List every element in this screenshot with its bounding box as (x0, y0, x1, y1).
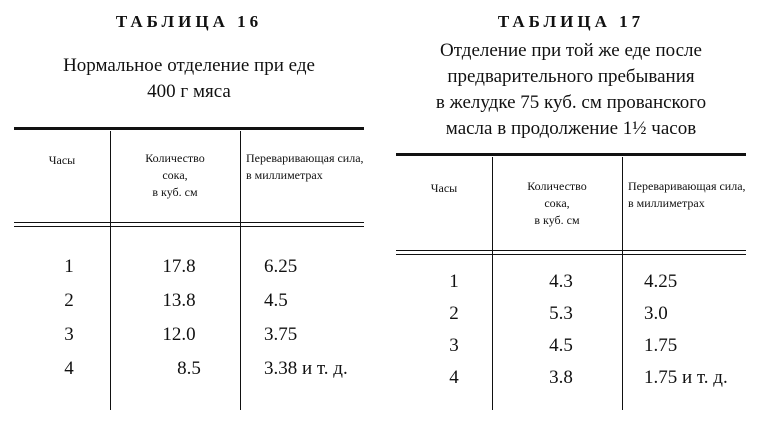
table-row (14, 318, 364, 352)
table-body (14, 250, 364, 386)
header-hours: Часы (48, 153, 76, 167)
hour-cell: 2 (64, 290, 74, 311)
top-rule (396, 153, 746, 156)
table-caption (14, 53, 364, 105)
juice-cell: 17.8 (162, 256, 196, 277)
hour-cell: 3 (64, 324, 74, 345)
power-cell: 1.75 и т. д. (644, 367, 728, 388)
header-juice: Количество сока, в куб. см (145, 151, 205, 199)
power-cell: 4.25 (644, 271, 678, 292)
power-cell: 4.5 (264, 290, 288, 311)
juice-cell: 13.8 (162, 290, 196, 311)
top-rule (14, 127, 364, 130)
header-rule (14, 226, 364, 227)
header-rule (14, 222, 364, 223)
hour-cell: 3 (449, 335, 459, 356)
header-hours: Часы (430, 181, 458, 195)
power-cell: 6.25 (264, 256, 298, 277)
power-cell: 3.38 и т. д. (264, 358, 348, 379)
power-cell: 3.75 (264, 324, 298, 345)
header-power: Переваривающая сила, в миллиметрах (246, 151, 364, 182)
table-title: ТАБЛИЦА 17 (497, 12, 645, 31)
table-caption (396, 38, 746, 142)
caption-line: 400 г мяса (147, 81, 231, 102)
power-cell: 1.75 (644, 335, 678, 356)
header-rule (396, 254, 746, 255)
caption-line: масла в продолжение 1½ часов (445, 118, 697, 139)
caption-line: предварительного пребывания (447, 66, 695, 87)
juice-cell: 8.5 (177, 358, 201, 379)
hour-cell: 1 (64, 256, 74, 277)
table-title: ТАБЛИЦА 16 (115, 12, 263, 31)
table-row (396, 330, 746, 362)
hour-cell: 4 (64, 358, 74, 379)
table-row (396, 298, 746, 330)
table-row (14, 352, 364, 386)
header-rule (396, 250, 746, 251)
juice-cell: 3.8 (549, 367, 573, 388)
table-row (14, 250, 364, 284)
power-cell: 3.0 (644, 303, 668, 324)
juice-cell: 4.3 (549, 271, 573, 292)
caption-line: Отделение при той же еде после (440, 40, 702, 61)
caption-line: Нормальное отделение при еде (63, 55, 315, 76)
juice-cell: 12.0 (162, 324, 196, 345)
hour-cell: 1 (449, 271, 459, 292)
hour-cell: 4 (449, 367, 459, 388)
table-row (396, 266, 746, 298)
table-body (396, 266, 746, 394)
hour-cell: 2 (449, 303, 459, 324)
header-power: Переваривающая сила, в миллиметрах (628, 179, 746, 210)
header-juice: Количество сока, в куб. см (527, 179, 587, 227)
table-row (396, 362, 746, 394)
table-row (14, 284, 364, 318)
juice-cell: 5.3 (549, 303, 573, 324)
juice-cell: 4.5 (549, 335, 573, 356)
caption-line: в желудке 75 куб. см прованского (435, 92, 707, 113)
